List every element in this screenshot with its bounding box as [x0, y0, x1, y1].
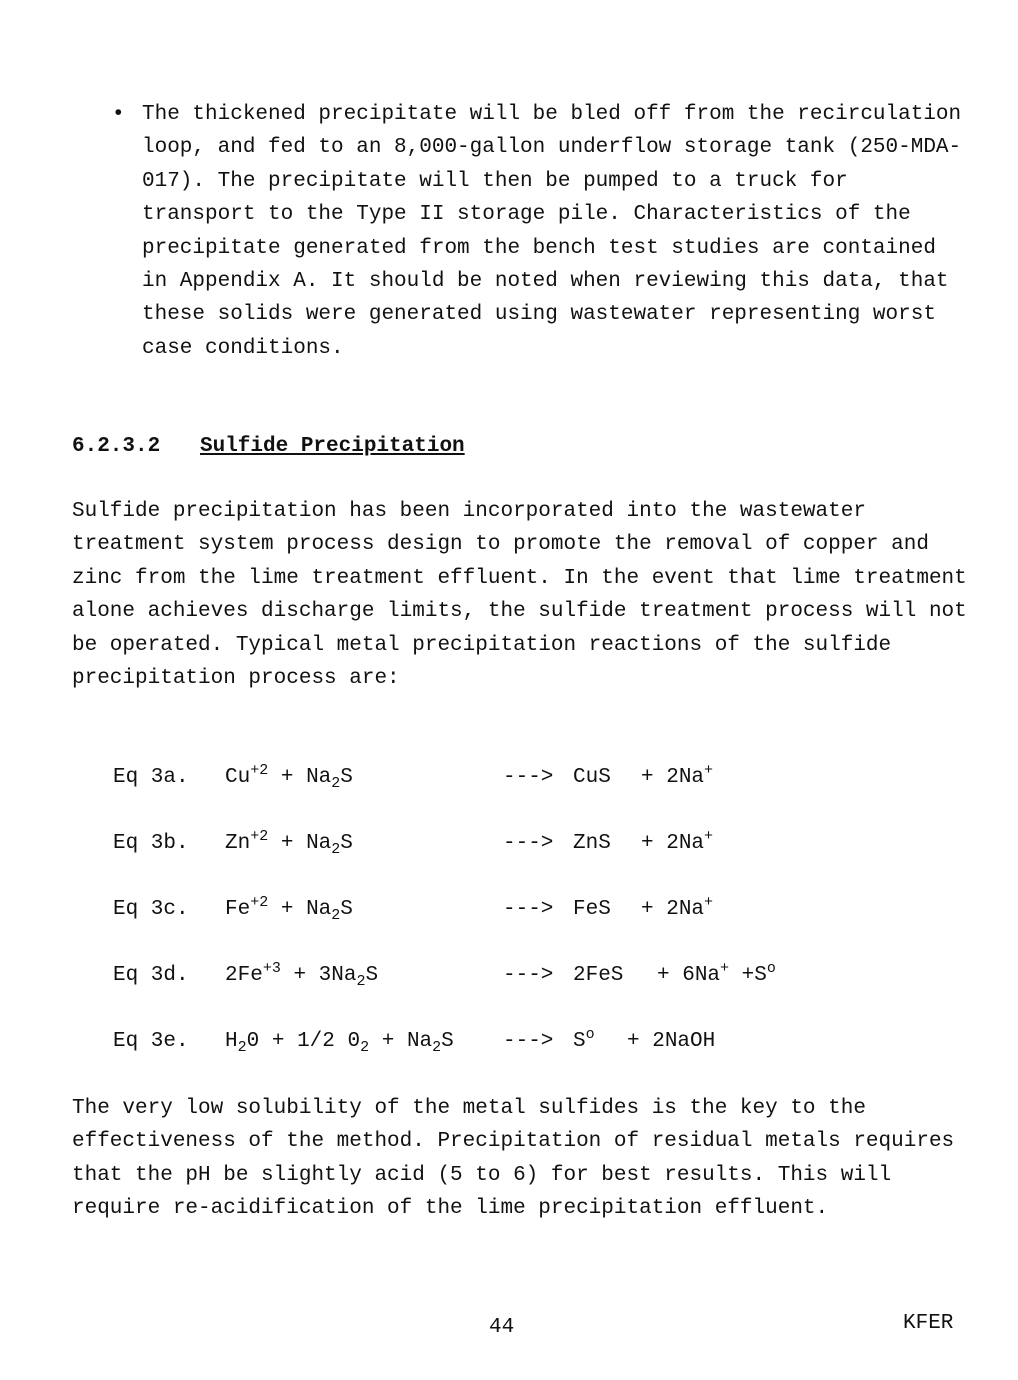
reaction-arrow: --->	[503, 1030, 554, 1053]
equation-product: FeS	[573, 898, 611, 921]
reaction-arrow: --->	[503, 832, 554, 855]
equation-byproduct: + 2Na+	[641, 762, 714, 789]
reaction-arrow: --->	[503, 964, 554, 987]
equation-label: Eq 3b.	[113, 832, 189, 855]
intro-paragraph: Sulfide precipitation has been incorporated into the wastewater treatment system process design to promote the removal of copper and zinc from the lime treatment effluent. In the event that lime treatment alone achieves discharge limits, the sulfide treatment process will not be operated. Typical metal precipitation reactions of the sulfide precipitation process are:	[72, 500, 967, 691]
section-heading	[72, 432, 465, 462]
document-code: KFER	[903, 1312, 954, 1335]
equation-product: ZnS	[573, 832, 611, 855]
closing-paragraph: The very low solubility of the metal sulfides is the key to the effectiveness of the method. Precipitation of residual metals requires that the pH be slightly acid (5 to 6) for best results. This will require re-acidification of the lime precipitation effluent.	[72, 1097, 955, 1221]
equation-byproduct: + 2Na+	[641, 828, 714, 855]
equation-label: Eq 3c.	[113, 898, 189, 921]
equation-label: Eq 3d.	[113, 964, 189, 987]
bullet-marker: •	[112, 103, 125, 126]
equation-reactants: $2Fe^{+3} + 3Na_2S$	[225, 960, 379, 991]
equation-reactants: $Fe^{+2} + Na_2S$	[225, 894, 353, 925]
equation-label: Eq 3a.	[113, 766, 189, 789]
equation-product: $S^o$	[573, 1026, 595, 1053]
bullet-text: The thickened precipitate will be bled off from the recirculation loop, and fed to an 8,000-gallon underflow storage tank (250-MDA-017). The precipitate will then be pumped to a truck for transport to the Type II storage pile. Characteristics of the precipitate generated from the bench test studies are contained in Appendix A. It should be noted when reviewing this data, that these solids were generated using wastewater representing worst case conditions.	[142, 103, 962, 360]
reaction-arrow: --->	[503, 898, 554, 921]
reaction-arrow: --->	[503, 766, 554, 789]
equation-product: CuS	[573, 766, 611, 789]
equation-label: Eq 3e.	[113, 1030, 189, 1053]
equation-byproduct: + 2NaOH	[627, 1030, 716, 1053]
section-number: 6.2.3.2	[72, 435, 161, 458]
page-number: 44	[489, 1316, 515, 1339]
equation-reactants: $H_20 + 1/2$ $0_2 + Na_2S$	[225, 1030, 454, 1057]
equation-reactants: $Cu^{+2} + Na_2S$	[225, 762, 353, 793]
equation-reactants: $Zn^{+2} + Na_2S$	[225, 828, 353, 859]
equation-product: 2FeS	[573, 964, 624, 987]
section-title: Sulfide Precipitation	[200, 435, 465, 458]
equation-byproduct: + 2Na+	[641, 894, 714, 921]
equation-byproduct: + $6Na^+ +S^o$	[657, 960, 776, 987]
